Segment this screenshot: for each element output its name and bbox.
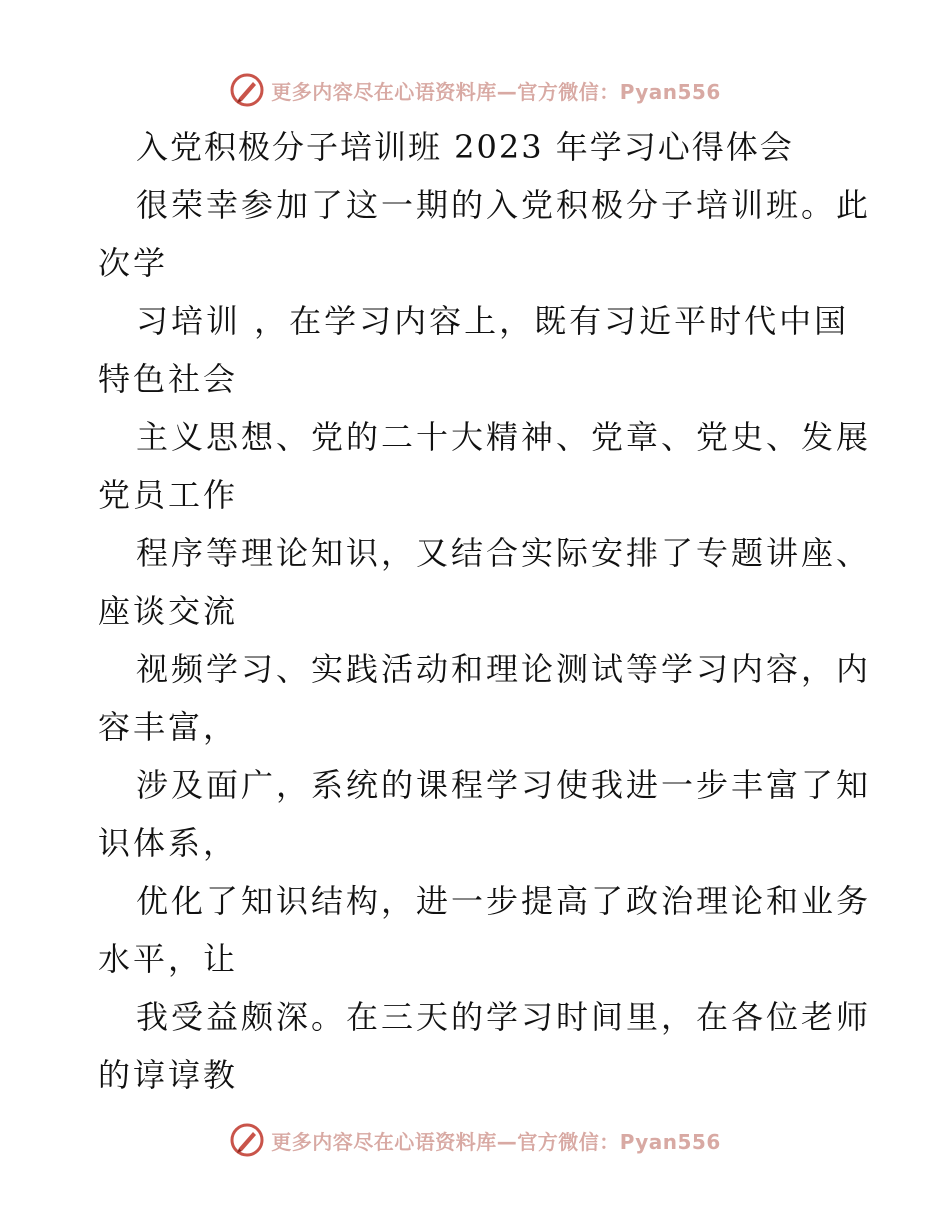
paragraph-line: 优化了知识结构，进一步提高了政治理论和业务 bbox=[136, 882, 872, 920]
paragraph-line: 座谈交流 bbox=[98, 592, 239, 630]
header-banner-text: 更多内容尽在心语资料库—官方微信：Pyan556 bbox=[271, 79, 721, 104]
paragraph-line: 主义思想、党的二十大精神、党章、党史、发展 bbox=[136, 418, 872, 456]
pen-logo-icon bbox=[229, 72, 265, 108]
paragraph-line: 习培训 ，在学习内容上，既有习近平时代中国 bbox=[136, 302, 850, 340]
paragraph-line: 次学 bbox=[98, 244, 169, 282]
paragraph-line: 涉及面广，系统的课程学习使我进一步丰富了知 bbox=[136, 766, 872, 804]
footer-banner bbox=[0, 1120, 950, 1160]
paragraph-line: 的谆谆教 bbox=[98, 1056, 239, 1094]
document-title: 入党积极分子培训班 2023 年学习心得体会 bbox=[136, 128, 794, 166]
header-banner bbox=[0, 70, 950, 110]
paragraph-line: 我受益颇深。在三天的学习时间里，在各位老师 bbox=[136, 998, 872, 1036]
paragraph-line: 视频学习、实践活动和理论测试等学习内容，内 bbox=[136, 650, 872, 688]
paragraph-line: 特色社会 bbox=[98, 360, 239, 398]
paragraph-line: 容丰富， bbox=[98, 708, 239, 746]
footer-banner-text: 更多内容尽在心语资料库—官方微信：Pyan556 bbox=[271, 1129, 721, 1154]
paragraph-line: 程序等理论知识，又结合实际安排了专题讲座、 bbox=[136, 534, 872, 572]
pen-logo-icon bbox=[229, 1122, 265, 1158]
document-body bbox=[98, 118, 872, 1104]
paragraph-line: 识体系， bbox=[98, 824, 239, 862]
paragraph-line: 很荣幸参加了这一期的入党积极分子培训班。此 bbox=[136, 186, 872, 224]
paragraph-line: 水平，让 bbox=[98, 940, 239, 978]
paragraph-line: 党员工作 bbox=[98, 476, 239, 514]
